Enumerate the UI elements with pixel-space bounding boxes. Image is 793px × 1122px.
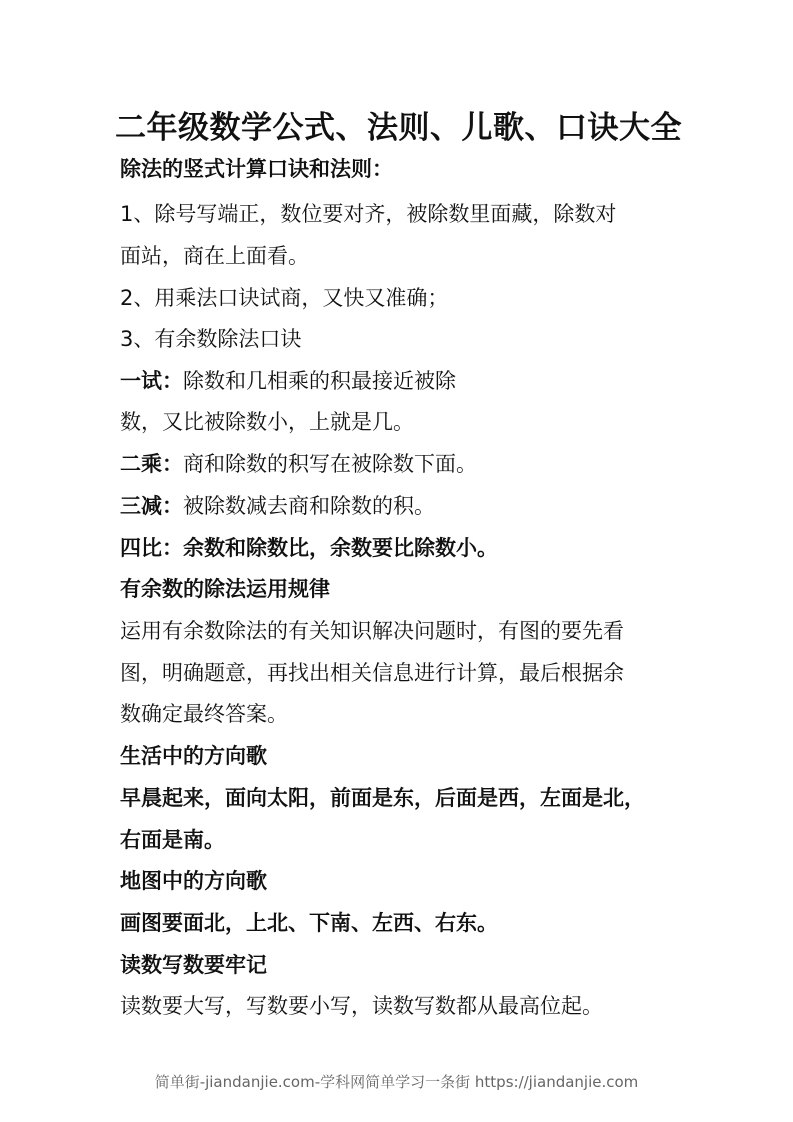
step-1-line-1 xyxy=(120,365,456,395)
step-2-label: 二乘： xyxy=(120,452,183,476)
rule-2: 2、用乘法口诀试商，又快又准确； xyxy=(120,286,449,310)
section-heading-division: 除法的竖式计算口诀和法则： xyxy=(120,157,393,181)
step-3-label: 三减： xyxy=(120,494,183,518)
step-2-text: 商和除数的积写在被除数下面。 xyxy=(183,452,477,476)
step-4: 四比：余数和除数比，余数要比除数小。 xyxy=(120,536,498,560)
section-heading-life-direction: 生活中的方向歌 xyxy=(120,744,267,768)
remainder-line-2: 图，明确题意，再找出相关信息进行计算，最后根据余 xyxy=(120,661,624,685)
rule-1-line-2: 面站，商在上面看。 xyxy=(120,244,309,268)
life-direction-line-2: 右面是南。 xyxy=(120,828,225,852)
read-write-line-1: 读数要大写，写数要小写，读数写数都从最高位起。 xyxy=(120,994,603,1018)
step-2 xyxy=(120,448,477,478)
section-heading-read-write: 读数写数要牢记 xyxy=(120,953,267,977)
section-heading-remainder: 有余数的除法运用规律 xyxy=(120,577,330,601)
step-3 xyxy=(120,490,435,520)
life-direction-line-1: 早晨起来，面向太阳，前面是东，后面是西，左面是北， xyxy=(120,786,645,810)
step-3-text: 被除数减去商和除数的积。 xyxy=(183,494,435,518)
step-1-text: 除数和几相乘的积最接近被除 xyxy=(183,369,456,393)
step-1-line-2: 数，又比被除数小，上就是几。 xyxy=(120,410,414,434)
step-1-label: 一试： xyxy=(120,369,183,393)
remainder-line-1: 运用有余数除法的有关知识解决问题时，有图的要先看 xyxy=(120,619,624,643)
rule-1-line-1: 1、除号写端正，数位要对齐，被除数里面藏，除数对 xyxy=(120,202,617,226)
page-title: 二年级数学公式、法则、儿歌、口诀大全 xyxy=(115,110,682,146)
section-heading-map-direction: 地图中的方向歌 xyxy=(120,869,267,893)
rule-3: 3、有余数除法口诀 xyxy=(120,327,302,351)
footer-watermark: 简单街-jiandanjie.com-学科网简单学习一条街 https://jiandanjie.com xyxy=(154,1073,639,1091)
remainder-line-3: 数确定最终答案。 xyxy=(120,702,288,726)
map-direction-line-1: 画图要面北，上北、下南、左西、右东。 xyxy=(120,911,498,935)
